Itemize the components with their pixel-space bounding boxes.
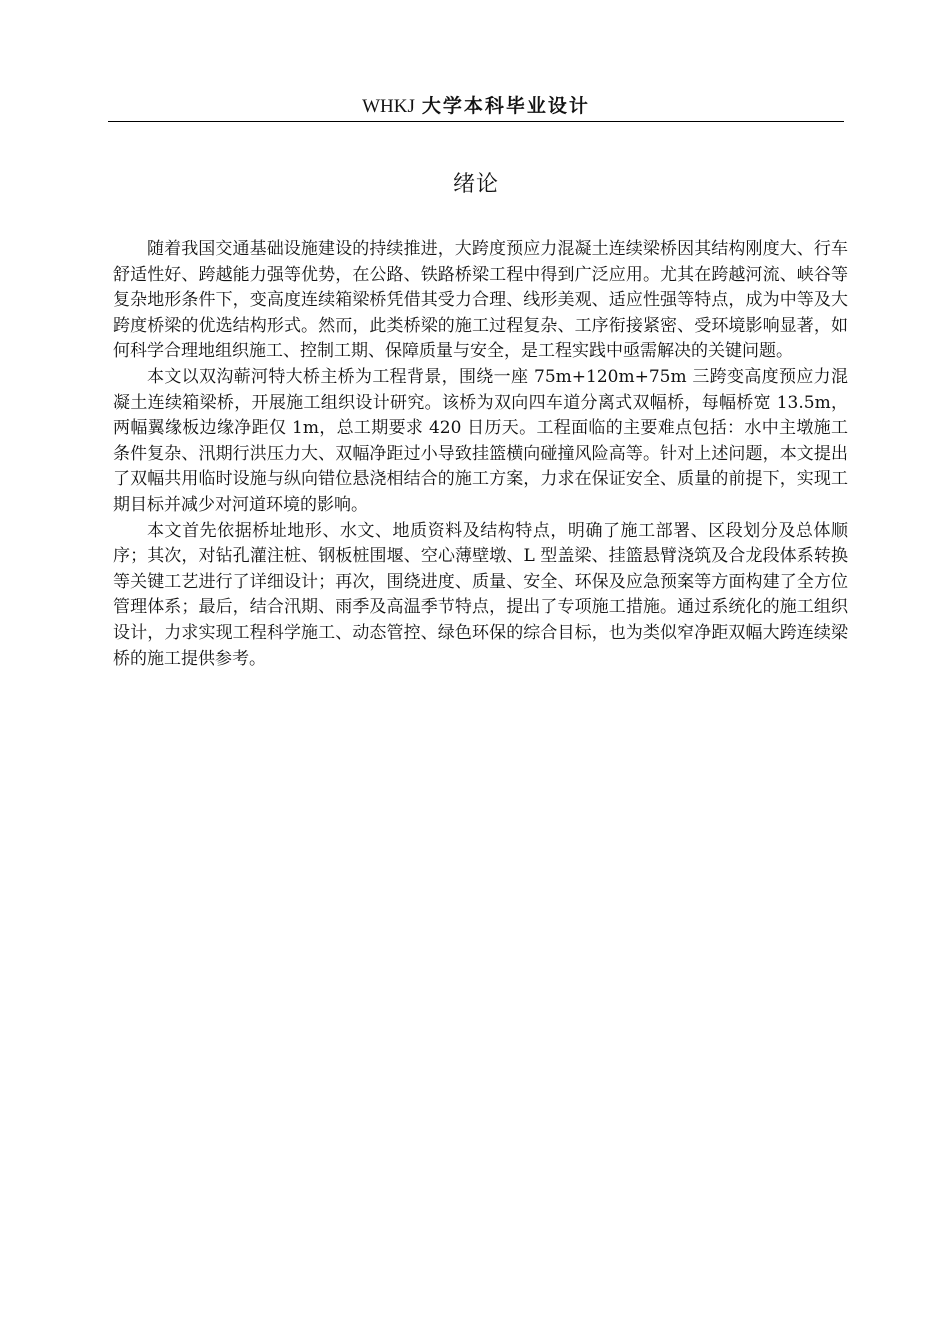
paragraph-research-content: 本文首先依据桥址地形、水文、地质资料及结构特点，明确了施工部署、区段划分及总体顺序；其次，对钻孔灌注桩、钢板桩围堰、空心薄壁墩、L 型盖梁、挂篮悬臂浇筑及合龙段体系转换等关键工艺进行了详细设计；再次，围绕进度、质量、安全、环保及应急预案等方面构建了全方位管理体系；最后，结合汛期、雨季及高温季节特点，提出了专项施工措施。通过系统化的施工组织设计，力求实现工程科学施工、动态管控、绿色环保的综合目标，也为类似窄净距双幅大跨连续梁桥的施工提供参考。: [113, 520, 848, 669]
body-text: [113, 237, 848, 672]
paragraph-background: 随着我国交通基础设施建设的持续推进，大跨度预应力混凝土连续梁桥因其结构刚度大、行车舒适性好、跨越能力强等优势，在公路、铁路桥梁工程中得到广泛应用。尤其在跨越河流、峡谷等复杂地形条件下，变高度连续箱梁桥凭借其受力合理、线形美观、适应性强等特点，成为中等及大跨度桥梁的优选结构形式。然而，此类桥梁的施工过程复杂、工序衔接紧密、受环境影响显著，如何科学合理地组织施工、控制工期、保障质量与安全，是工程实践中亟需解决的关键问题。: [113, 239, 848, 362]
paragraph-project-overview: 本文以双沟蕲河特大桥主桥为工程背景，围绕一座 75m+120m+75m 三跨变高度预应力混凝土连续箱梁桥，开展施工组织设计研究。该桥为双向四车道分离式双幅桥，每幅桥宽 13.5m，两幅翼缘板边缘净距仅 1m，总工期要求 420 日历天。工程面临的主要难点包括：水中主墩施工条件复杂、汛期行洪压力大、双幅净距过小导致挂篮横向碰撞风险高等。针对上述问题，本文提出了双幅共用临时设施与纵向错位悬浇相结合的施工方案，力求在保证安全、质量的前提下，实现工期目标并减少对河道环境的影响。: [113, 366, 848, 515]
running-header: [108, 93, 844, 120]
header-title: 大学本科毕业设计: [421, 95, 590, 117]
chapter-title: 绪论: [452, 172, 499, 197]
header-rule: [108, 121, 844, 122]
header-prefix: WHKJ: [362, 96, 415, 117]
